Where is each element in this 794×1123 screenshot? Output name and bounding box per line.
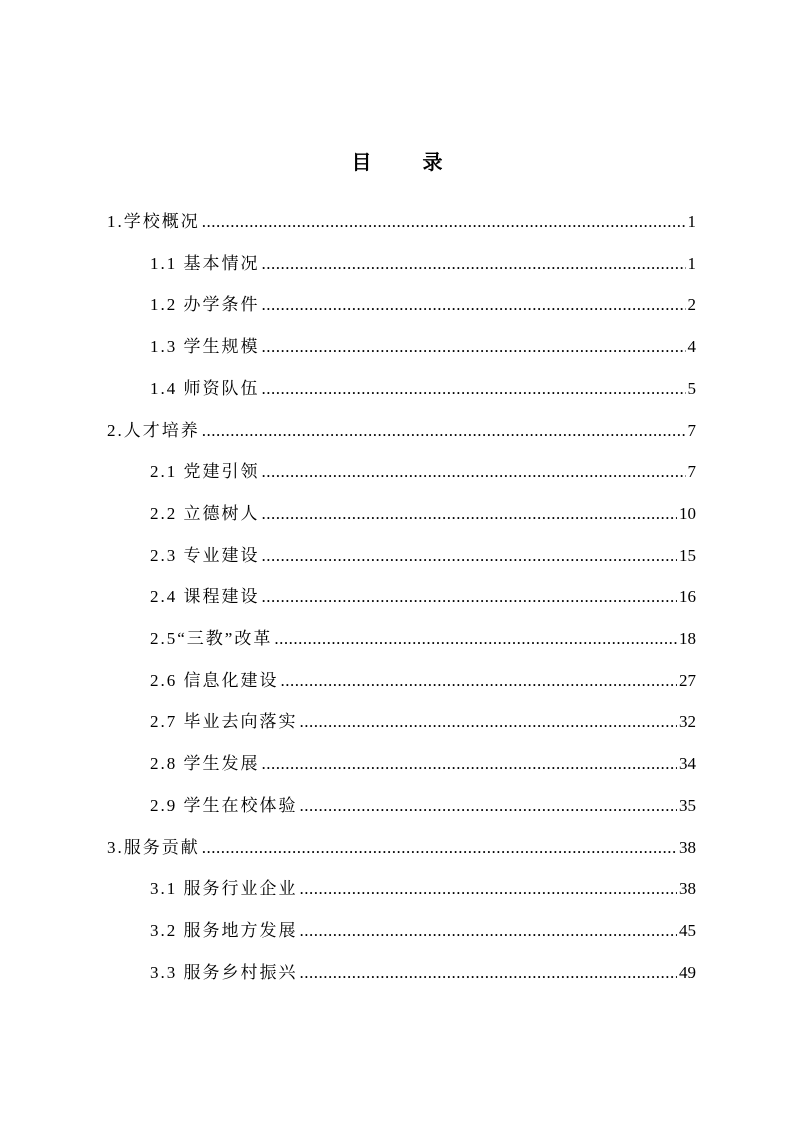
dot-leader <box>300 875 678 903</box>
toc-entry-page: 27 <box>679 670 696 690</box>
dot-leader <box>202 208 686 236</box>
toc-entry[interactable] <box>150 375 696 403</box>
toc-entry[interactable] <box>150 917 696 945</box>
toc-entry[interactable] <box>150 875 696 903</box>
dot-leader <box>262 333 686 361</box>
toc-entry[interactable] <box>150 458 696 486</box>
dot-leader <box>300 792 678 820</box>
toc-entry[interactable] <box>150 333 696 361</box>
toc-entry-label: 2.人才培养 <box>107 420 200 440</box>
toc-entry-label: 1.3 学生规模 <box>150 337 260 357</box>
toc-entry[interactable] <box>150 291 696 319</box>
toc-entry-label: 3.服务贡献 <box>107 837 200 857</box>
toc-entry-page: 1 <box>687 253 696 273</box>
toc-entry-page: 7 <box>687 462 696 482</box>
toc-entry-label: 2.8 学生发展 <box>150 754 260 774</box>
dot-leader <box>281 667 678 695</box>
toc-entry[interactable] <box>150 542 696 570</box>
dot-leader <box>262 750 678 778</box>
toc-entry-label: 3.3 服务乡村振兴 <box>150 962 298 982</box>
toc-entry-label: 2.3 专业建设 <box>150 545 260 565</box>
toc-entry[interactable] <box>150 959 696 987</box>
toc-entry[interactable] <box>107 208 696 236</box>
dot-leader <box>300 959 678 987</box>
toc-entry[interactable] <box>150 708 696 736</box>
toc-entry-page: 15 <box>679 545 696 565</box>
toc-entry-label: 3.1 服务行业企业 <box>150 879 298 899</box>
toc-entry[interactable] <box>150 792 696 820</box>
toc-entry-page: 38 <box>679 837 696 857</box>
toc-entry-label: 1.学校概况 <box>107 212 200 231</box>
dot-leader <box>262 500 678 528</box>
dot-leader <box>262 458 686 486</box>
toc-entry-page: 45 <box>679 920 696 940</box>
toc-entry[interactable] <box>150 625 696 653</box>
dot-leader <box>262 583 678 611</box>
toc-entry-label: 3.2 服务地方发展 <box>150 920 298 940</box>
toc-entry-label: 1.2 办学条件 <box>150 295 260 315</box>
toc-entry-page: 18 <box>679 629 696 648</box>
toc-entry-page: 16 <box>679 587 696 607</box>
toc-entry-label: 2.4 课程建设 <box>150 587 260 607</box>
toc-entry-label: 2.9 学生在校体验 <box>150 795 298 815</box>
dot-leader <box>202 417 686 445</box>
toc-entry-page: 32 <box>679 712 696 732</box>
toc-entry[interactable] <box>150 583 696 611</box>
toc-entry-page: 35 <box>679 795 696 815</box>
toc-entry[interactable] <box>150 667 696 695</box>
dot-leader <box>262 250 686 278</box>
toc-entry[interactable] <box>107 417 696 445</box>
toc-entry-page: 49 <box>679 962 696 982</box>
toc-entry-label: 1.1 基本情况 <box>150 253 260 273</box>
toc-entry-page: 4 <box>687 337 696 357</box>
toc-entry-label: 2.5“三教”改革 <box>150 629 273 648</box>
toc-entry-page: 10 <box>679 503 696 523</box>
toc-entry-label: 2.1 党建引领 <box>150 462 260 482</box>
toc-entry-page: 2 <box>687 295 696 315</box>
toc-entry-page: 34 <box>679 754 696 774</box>
dot-leader <box>300 708 678 736</box>
dot-leader <box>202 834 677 862</box>
dot-leader <box>262 542 678 570</box>
page-title: 目 录 <box>351 150 465 174</box>
toc-entry-label: 2.7 毕业去向落实 <box>150 712 298 732</box>
dot-leader <box>274 625 677 653</box>
toc-entry-page: 38 <box>679 879 696 899</box>
toc-entry-page: 1 <box>687 212 696 231</box>
toc-entry-page: 5 <box>687 378 696 398</box>
toc-entry[interactable] <box>150 500 696 528</box>
dot-leader <box>262 291 686 319</box>
toc-entry[interactable] <box>107 834 696 862</box>
dot-leader <box>262 375 686 403</box>
toc-entry-label: 2.6 信息化建设 <box>150 670 279 690</box>
toc-entry[interactable] <box>150 750 696 778</box>
toc-entry-label: 1.4 师资队伍 <box>150 378 260 398</box>
dot-leader <box>300 917 678 945</box>
toc-entry[interactable] <box>150 250 696 278</box>
toc-entry-page: 7 <box>687 420 696 440</box>
toc-entry-label: 2.2 立德树人 <box>150 503 260 523</box>
